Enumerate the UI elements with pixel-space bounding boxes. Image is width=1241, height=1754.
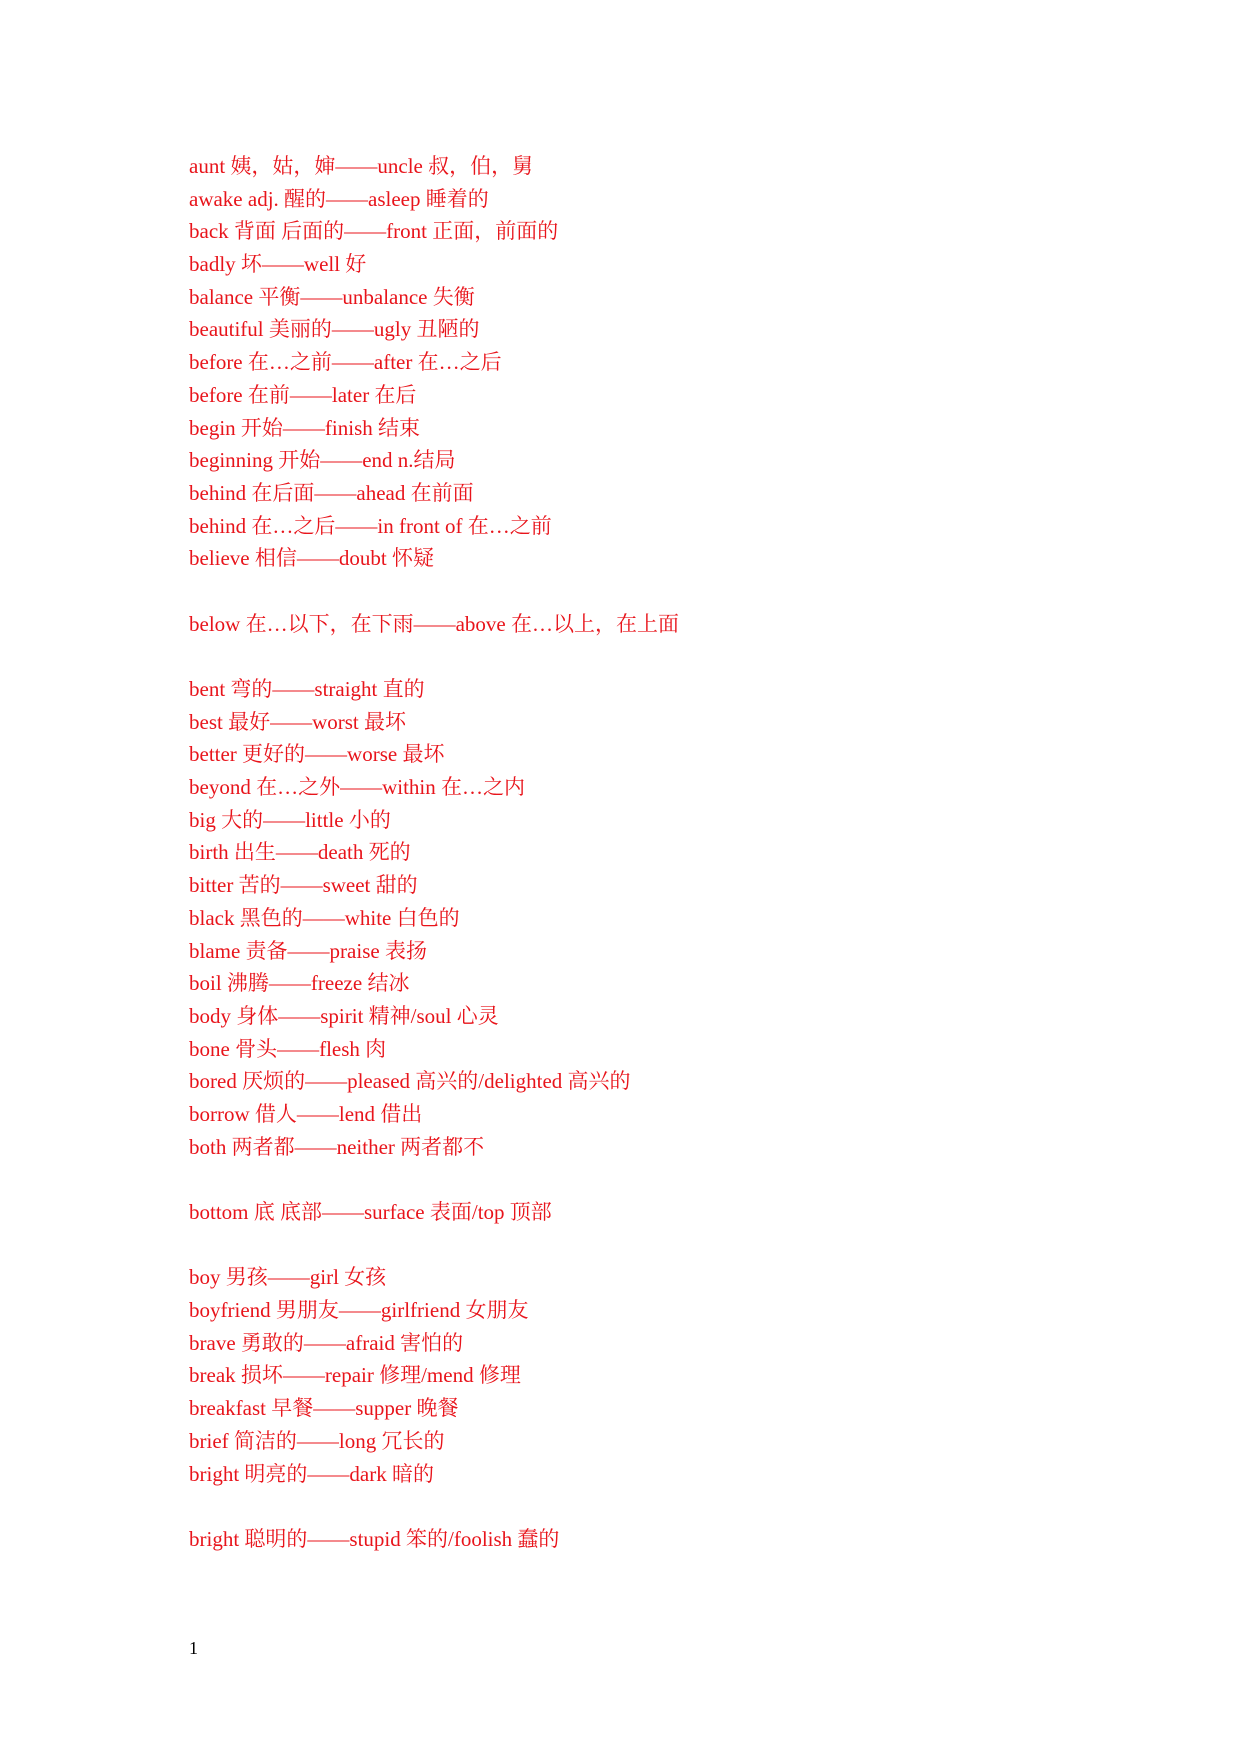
list-item: big 大的——little 小的: [189, 807, 391, 832]
list-item: bone 骨头——flesh 肉: [189, 1036, 387, 1061]
list-item: better 更好的——worse 最坏: [189, 742, 445, 767]
list-item: beginning 开始——end n.结局: [189, 448, 456, 473]
list-item: before 在前——later 在后: [189, 382, 417, 407]
list-item: breakfast 早餐——supper 晚餐: [189, 1396, 459, 1421]
list-item: borrow 借人——lend 借出: [189, 1101, 423, 1126]
list-item: before 在…之前——after 在…之后: [189, 350, 502, 375]
list-item: bent 弯的——straight 直的: [189, 677, 425, 701]
list-item: blame 责备——praise 表扬: [189, 938, 427, 963]
list-item: best 最好——worst 最坏: [189, 709, 406, 734]
list-item: boil 沸腾——freeze 结冰: [189, 971, 410, 996]
list-item: bright 聪明的——stupid 笨的/foolish 蠢的: [189, 1526, 560, 1551]
list-item: back 背面 后面的——front 正面，前面的: [189, 219, 559, 244]
list-item: aunt 姨，姑，婶——uncle 叔，伯，舅: [189, 154, 534, 178]
list-item: bright 明亮的——dark 暗的: [189, 1461, 434, 1486]
list-item: body 身体——spirit 精神/soul 心灵: [189, 1003, 499, 1028]
antonym-list: [189, 150, 679, 1556]
list-item: brief 简洁的——long 冗长的: [189, 1428, 445, 1453]
list-item: badly 坏——well 好: [189, 252, 367, 277]
page-number: 1: [189, 1638, 198, 1658]
list-item: beautiful 美丽的——ugly 丑陋的: [189, 317, 480, 342]
list-item: bottom 底 底部——surface 表面/top 顶部: [189, 1200, 552, 1224]
list-item: black 黑色的——white 白色的: [189, 905, 460, 930]
list-item: behind 在后面——ahead 在前面: [189, 480, 474, 505]
list-item: begin 开始——finish 结束: [189, 415, 420, 440]
list-item: brave 勇敢的——afraid 害怕的: [189, 1330, 464, 1355]
list-item: bored 厌烦的——pleased 高兴的/delighted 高兴的: [189, 1069, 631, 1094]
list-item: both 两者都——neither 两者都不: [189, 1134, 485, 1159]
list-item: balance 平衡——unbalance 失衡: [189, 284, 475, 309]
list-item: believe 相信——doubt 怀疑: [189, 546, 434, 571]
list-item: awake adj. 醒的——asleep 睡着的: [189, 186, 489, 211]
list-item: beyond 在…之外——within 在…之内: [189, 775, 525, 800]
list-item: boyfriend 男朋友——girlfriend 女朋友: [189, 1298, 529, 1323]
list-item: below 在…以下，在下雨——above 在…以上，在上面: [189, 611, 679, 636]
list-item: boy 男孩——girl 女孩: [189, 1265, 387, 1290]
list-item: birth 出生——death 死的: [189, 840, 411, 865]
list-item: break 损坏——repair 修理/mend 修理: [189, 1363, 521, 1388]
list-item: bitter 苦的——sweet 甜的: [189, 873, 418, 898]
list-item: behind 在…之后——in front of 在…之前: [189, 513, 552, 538]
